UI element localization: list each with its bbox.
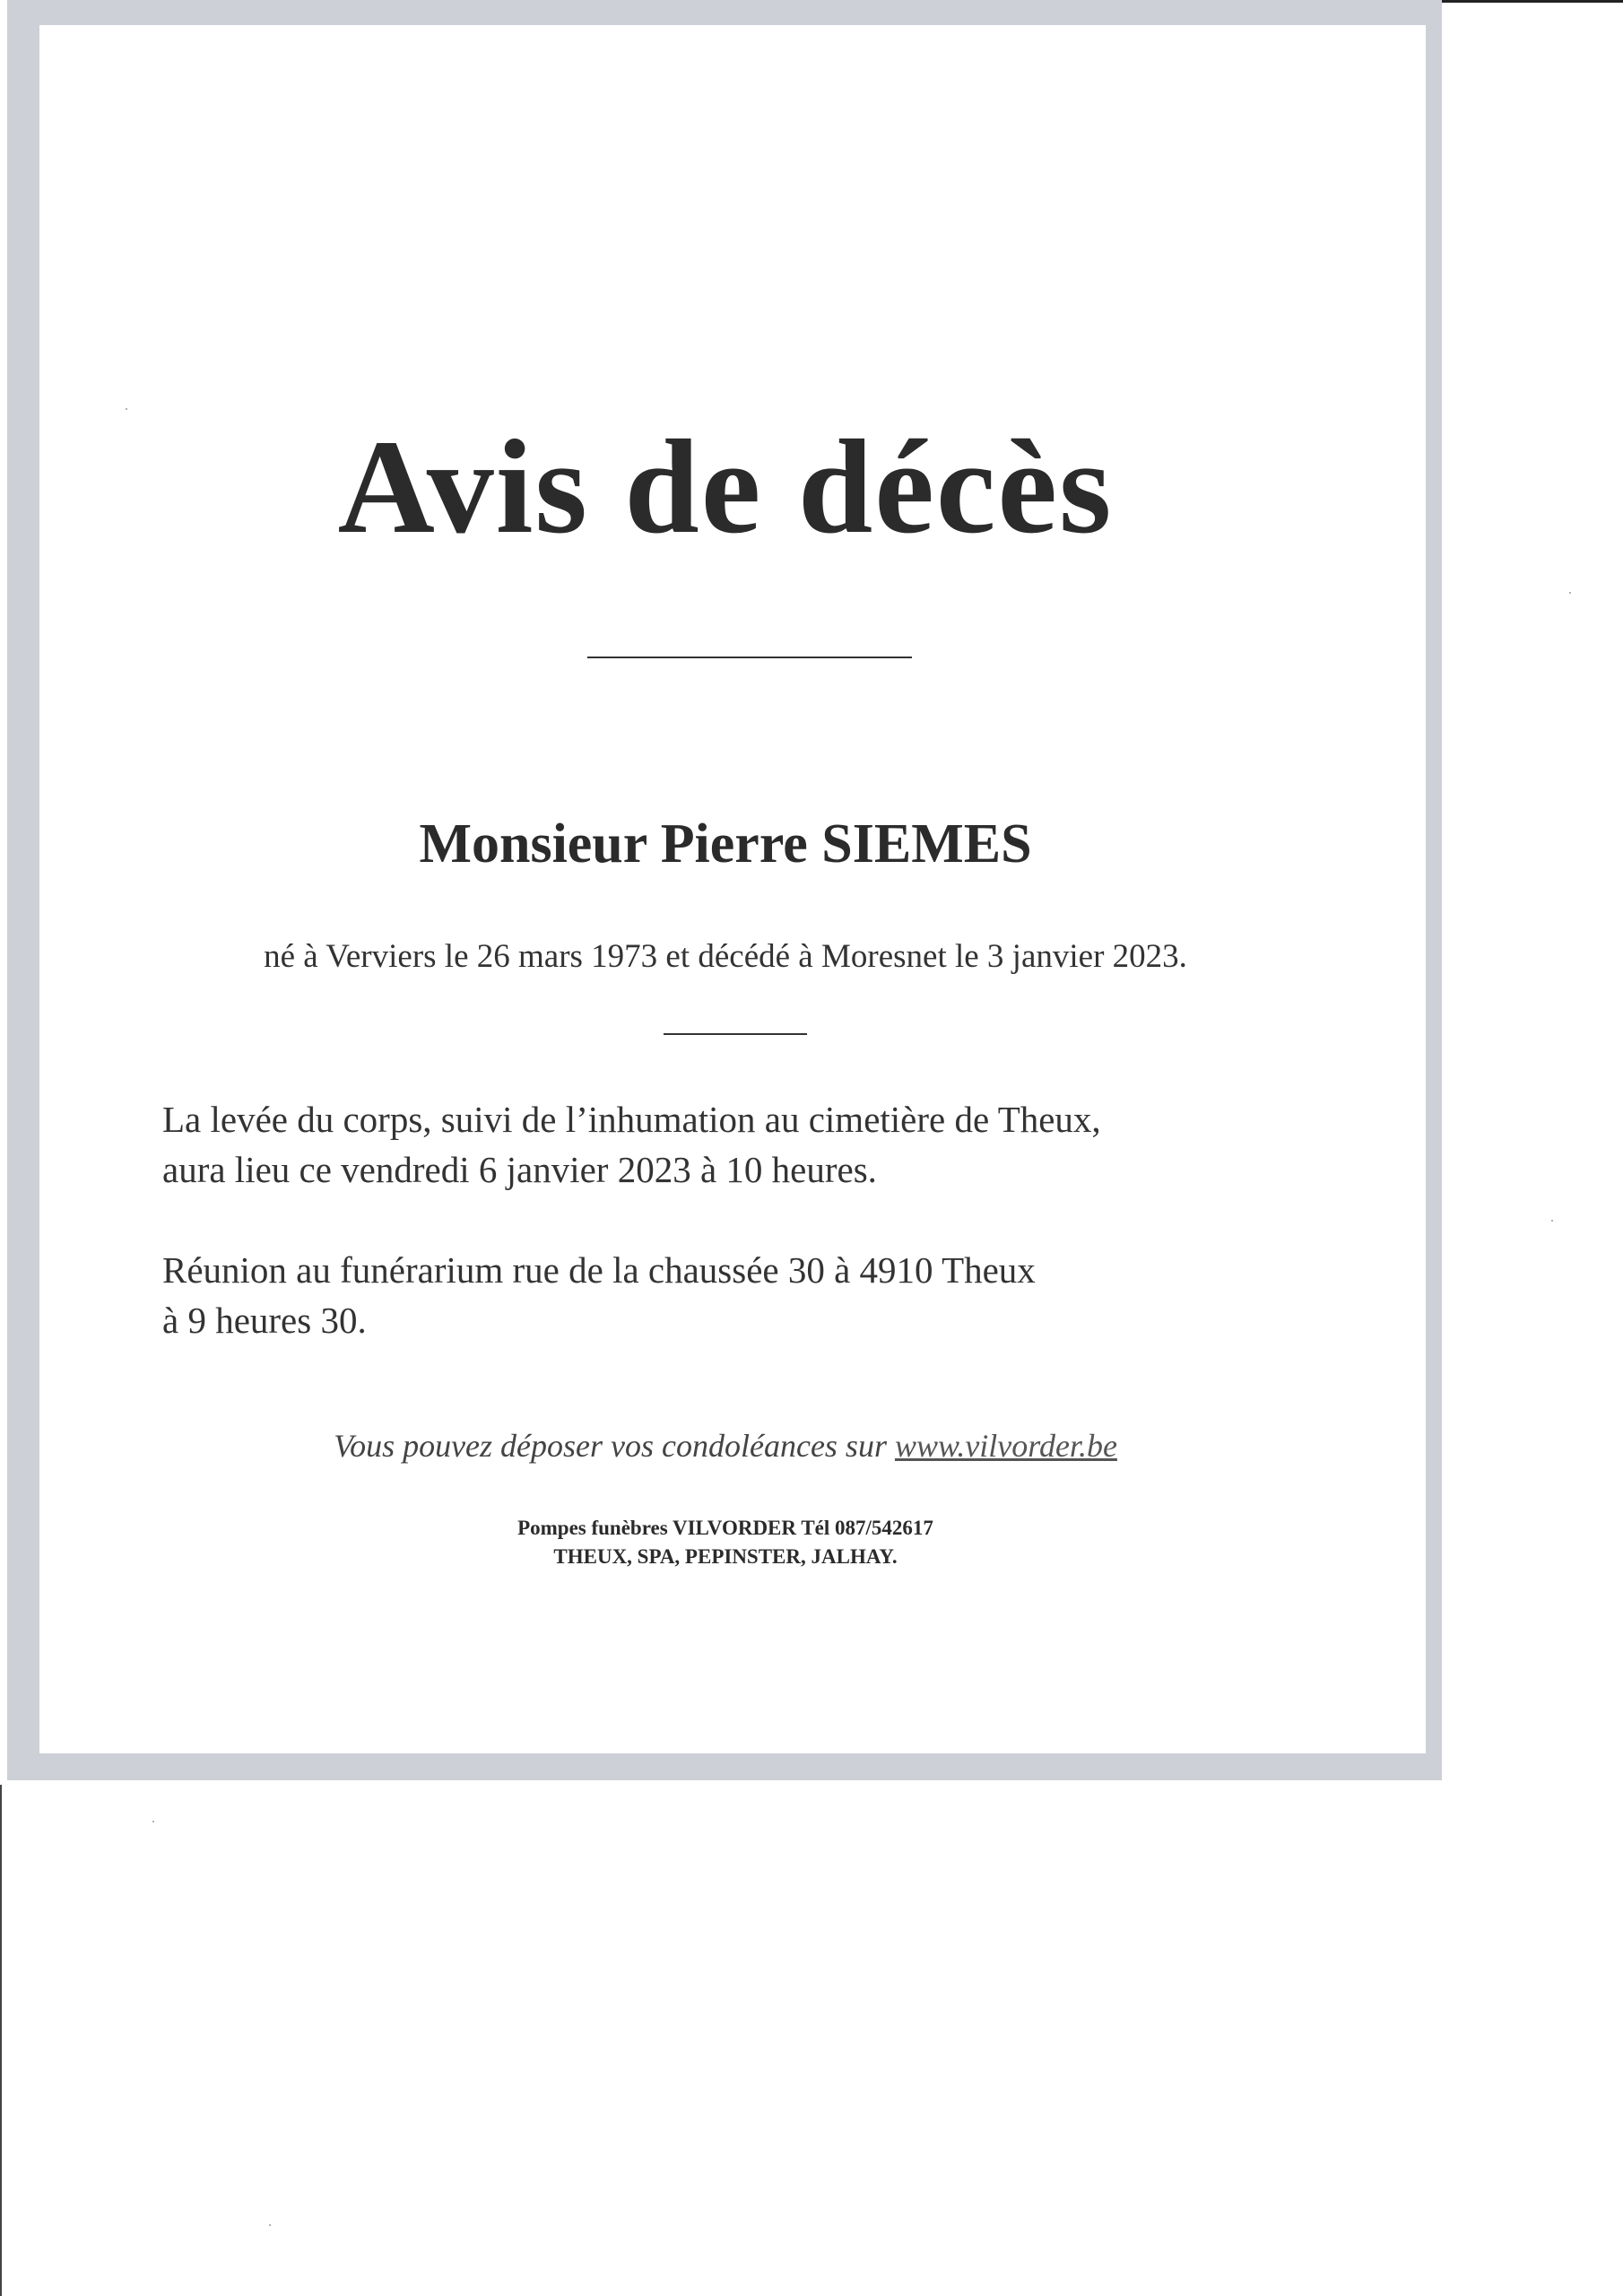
title-divider [587,657,912,658]
meeting-line-1: Réunion au funérarium rue de la chaussée 30 à 4910 Theux [162,1249,1036,1291]
name-divider [664,1033,807,1035]
meeting-line-2: à 9 heures 30. [162,1300,367,1341]
ceremony-line-1: La levée du corps, suivi de l’inhumation au cimetière de Theux, [162,1099,1101,1140]
ceremony-line-2: aura lieu ce vendredi 6 janvier 2023 à 10 heures. [162,1149,877,1190]
notice-content [32,25,1419,1753]
scan-edge-line-left [0,1785,2,2296]
scan-speck [126,408,127,410]
scan-speck [1551,1220,1553,1222]
condolences-note [32,1430,1419,1462]
undertaker-line-1: Pompes funèbres VILVORDER Tél 087/542617 [517,1517,933,1539]
condolences-link[interactable]: www.vilvorder.be [894,1428,1117,1464]
birth-death-info: né à Verviers le 26 mars 1973 et décédé à Moresnet le 3 janvier 2023. [264,938,1187,975]
meeting-paragraph [162,1245,1328,1345]
undertaker-line-2: THEUX, SPA, PEPINSTER, JALHAY. [553,1545,898,1568]
scan-speck [269,2224,271,2226]
scan-speck [1569,592,1571,594]
scan-edge-line-top [1442,0,1623,3]
deceased-name: Monsieur Pierre SIEMES [419,813,1032,874]
notice-title: Avis de décès [337,413,1114,561]
condolences-text: Vous pouvez déposer vos condoléances sur [334,1428,887,1464]
ceremony-paragraph [162,1094,1328,1195]
undertaker-info [32,1514,1419,1571]
scan-speck [152,1821,154,1822]
